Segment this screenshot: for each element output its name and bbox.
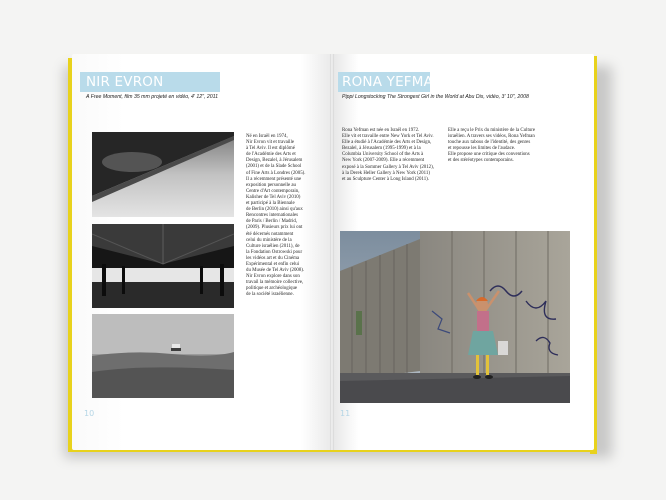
book-spine [330,54,334,450]
photo-bridge-underside [92,224,234,308]
right-page-number: 11 [340,409,351,418]
bio-line: et au Sculpture Center à Long Island (2011). [342,176,430,182]
bio-line: de Paris / Berlin / Madrid, [246,219,298,225]
bio-line: Né en Israël en 1974, [246,134,288,139]
left-artist-name: NIR EVRON [86,74,164,90]
bio-line: Centre d'Art contemporain, [246,188,300,194]
bio-line: (2009). Plusieurs prix lui ont [246,225,303,231]
bio-line: New York (2007-2009). Elle a récemment [342,158,425,164]
bio-line: exposition personnelle au [246,182,296,188]
bio-line: les vidéos art et du Cinéma [246,255,300,261]
bio-line: Culture israélien (2011), de [246,243,300,249]
bio-line: Kalisher de Tel Aviv (2010) [246,194,301,200]
bio-line: et repousse les limites de l'audace. [448,146,516,152]
bio-line: of Fine Arts à Londres (2005). [246,170,306,176]
right-caption: Pippi Longstocking The Strongest Girl in the World at Abu Dis, vidéo, 3' 10", 2008 [342,94,529,100]
bio-line: Rencontres internationales [246,213,299,219]
bio-line: Nir Evron vit et travaille [246,140,295,146]
bio-line: Elle propose une critique des conventions [448,152,530,158]
photo-wall-performance [340,231,570,403]
bio-line: (2001) et de la Slade School [246,164,302,170]
bio-line: touche aux tabous de l'identité, des genres [448,140,531,146]
bio-line: du Musée de Tel Aviv (2008). [246,268,305,274]
bio-line: et des stéréotypes contemporains. [448,158,514,164]
bio-line: Nir Evron explore dans son [246,274,300,280]
bio-line: Expérimental et enfin celui [246,261,300,267]
bio-line: Elle a étudié à l'Académie des Arts et Design, [342,140,432,146]
bio-line: Bezalel, à Jérusalem (1995-1999) et à la [342,146,421,152]
bio-line: et participé à la Biennale [246,201,295,207]
bio-line: de la société israélienne. [246,292,294,298]
bio-line: Columbia University School of the Arts à [342,152,424,158]
right-bio-column-1 [342,128,444,183]
bio-line: israélien. A travers ses vidéos, Rona Yefman [448,134,535,140]
bio-line: à Tel Aviv. Il est diplômé [246,146,295,152]
right-artist-name: RONA YEFMAN [342,74,444,90]
bio-line: travail la mémoire collective, [246,280,304,286]
bio-line: exposé à la Sommer Gallery à Tel Aviv (2012), [342,164,434,170]
bio-line: de Berlin (2010) ainsi qu'aux [246,207,303,213]
photo-landscape-hill [92,314,234,398]
bio-line: Elle vit et travaille entre New York et Tel Aviv. [342,134,434,140]
photo-sky-diagonal [92,132,234,217]
left-bio [246,134,324,299]
bio-line: à la Derek Heller Gallery à New York (2011) [342,170,430,176]
bio-line: la Fondation Ostrowski pour [246,249,303,255]
left-page-number: 10 [84,409,95,418]
bio-line: été décernés notamment [246,231,294,237]
bio-line: Design, Bezalel, à Jérusalem [246,158,303,164]
bio-line: Elle a reçu le Prix du ministère de la Culture [448,128,536,133]
bio-line: politique et archéologique [246,286,298,292]
right-bio-column-2 [448,128,560,165]
bio-line: Rona Yefman est née en Israël en 1972. [342,128,420,133]
left-caption: A Free Moment, film 35 mm projeté en vidéo, 4' 12", 2011 [86,94,219,100]
bio-line: de l'Académie des Arts et [246,152,296,158]
bio-line: Il a récemment présenté une [246,176,302,182]
bio-line: celui du ministère de la [246,237,292,243]
